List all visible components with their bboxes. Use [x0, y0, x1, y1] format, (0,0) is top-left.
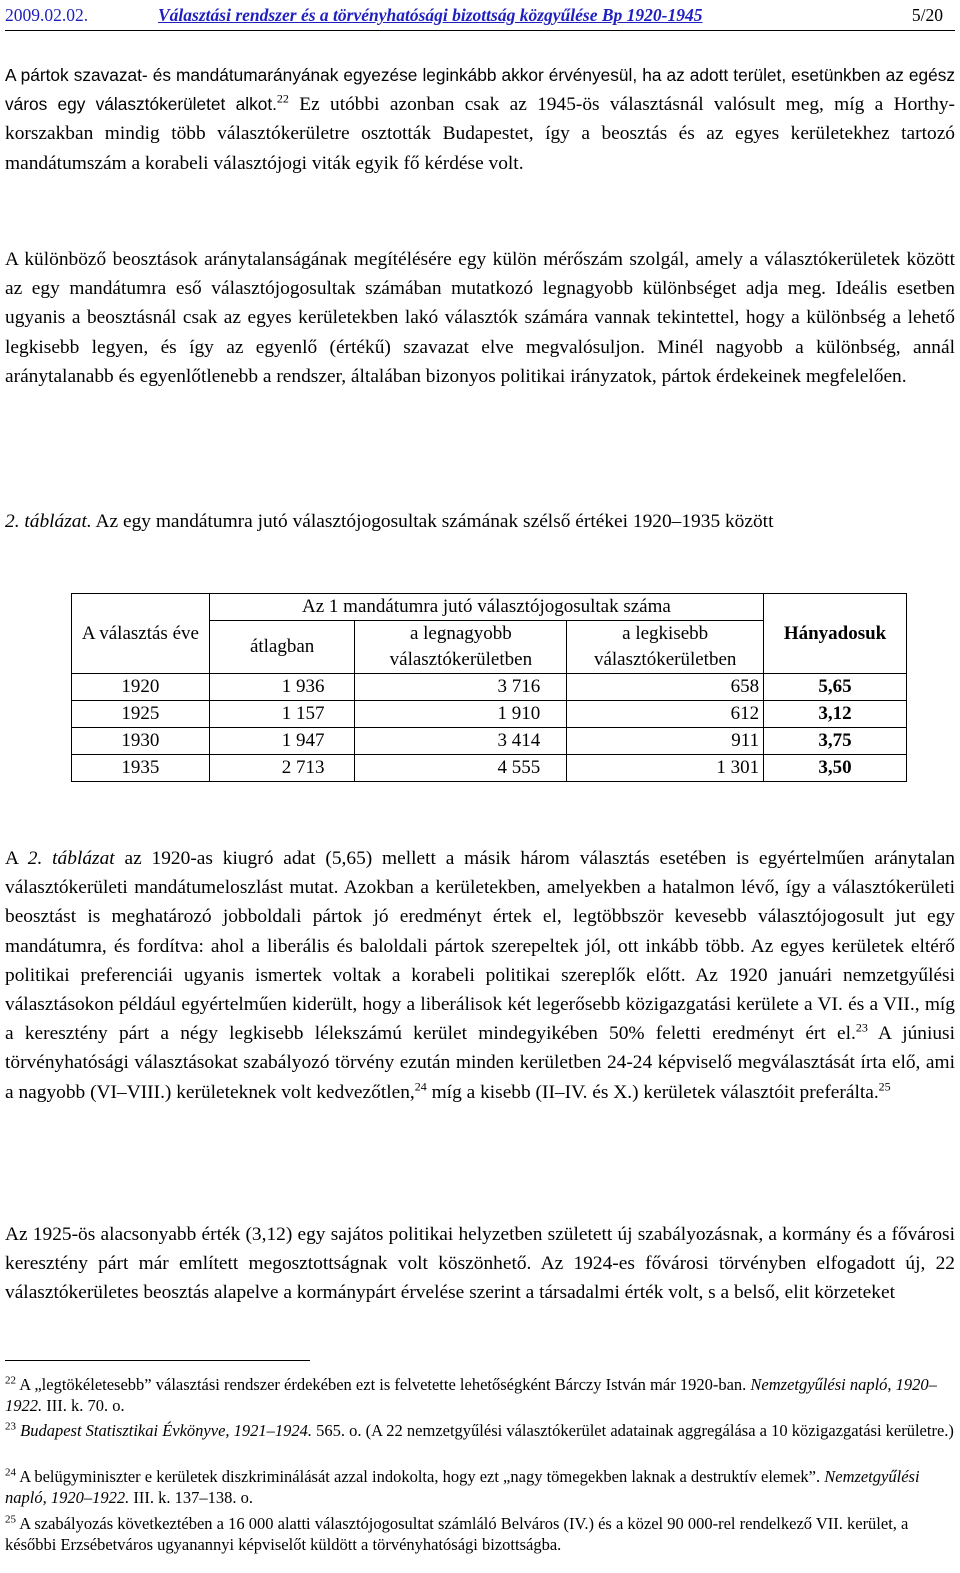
- footnote-24-tail: III. k. 137–138. o.: [129, 1487, 253, 1507]
- header-group: Az 1 mandátumra jutó választójogosultak száma: [209, 594, 763, 621]
- cell-ratio: 3,50: [764, 755, 907, 782]
- paragraph-4: Az 1925-ös alacsonyabb érték (3,12) egy sajátos politikai helyzetben született új szabályozásnak, a kormány és a fővárosi keresztény párt már említett megosztottságnak volt köszönhető. Az 1924-es fővárosi törvényben elfogadott új, 22 választókerületes beosztás alapelve a kormánypárt érvelése szerint a társadalmi érték volt, s a belső, elit körzeteket: [5, 1224, 955, 1304]
- data-table: [71, 593, 907, 782]
- cell-ratio: 3,12: [764, 701, 907, 728]
- cell-min: 612: [567, 701, 764, 728]
- table-row: [72, 728, 907, 755]
- footnote-23-tail: 565. o. (A 22 nemzetgyűlési választókerület adatainak aggregálása a 10 közigazgatási kerületre.): [312, 1421, 954, 1440]
- cell-min: 658: [567, 674, 764, 701]
- cell-avg: 2 713: [209, 755, 355, 782]
- footnote-22: [5, 1375, 955, 1416]
- footnote-ref-24[interactable]: 24: [414, 1079, 427, 1094]
- cell-year: 1920: [72, 674, 210, 701]
- footnote-24-source: Nemzetgyűlési napló, 1920–1922.: [5, 1467, 920, 1507]
- header-avg: átlagban: [209, 621, 355, 674]
- footnote-22-number: 22: [5, 1374, 16, 1387]
- cell-max: 1 910: [355, 701, 567, 728]
- table-caption: [5, 507, 955, 536]
- footnote-ref-23[interactable]: 23: [855, 1020, 868, 1035]
- paragraph-1-part2: Ez utóbbi azonban csak az 1945-ös választásnál valósult meg, míg a Horthy-korszakban mindig több választókerületre osztották Budapestet, így a beosztás és az egyes kerületekhez tartozó mandátumszám a korabeli választójogi viták egyik fő kérdése volt.: [5, 94, 955, 174]
- footnote-ref-22[interactable]: 22: [276, 91, 289, 106]
- cell-year: 1930: [72, 728, 210, 755]
- footnote-22-source: Nemzetgyűlési napló, 1920–1922.: [5, 1375, 937, 1415]
- header-max: a legnagyobb választókerületben: [355, 621, 567, 674]
- cell-min: 911: [567, 728, 764, 755]
- paragraph-3: [5, 844, 955, 1107]
- page-header: [5, 0, 955, 31]
- cell-avg: 1 947: [209, 728, 355, 755]
- cell-avg: 1 936: [209, 674, 355, 701]
- footnote-23-number: 23: [5, 1420, 16, 1433]
- document-page: [5, 0, 955, 1573]
- cell-ratio: 3,75: [764, 728, 907, 755]
- header-min: a legkisebb választókerületben: [567, 621, 764, 674]
- table-reference: 2. táblázat: [27, 848, 115, 869]
- footnote-23-source: Budapest Statisztikai Évkönyve, 1921–1924.: [16, 1421, 313, 1440]
- paragraph-1: [5, 61, 955, 178]
- table-row: [72, 674, 907, 701]
- table-header-row-1: [72, 594, 907, 621]
- paragraph-3-b: az 1920-as kiugró adat (5,65) mellett a másik három választás esetében is egyértelműen aránytalan választókerületi mandátumeloszlást mutat. Azokban a kerületekben, amelyekben a hatalmon lévő, így a választókerületi beosztást is meghatározó jobboldali pártok jó eredményt értek el, legtöbbször kevesebb választójogosult jut egy mandátumra, és fordítva: ahol a liberális és baloldali pártok szerepeltek jól, ott inkább több. Az egyes kerületek eltérő politikai preferenciái ugyanis ismertek voltak a korabeli politikai szereplők előtt. Az 1920 januári nemzetgyűlési választásokon például egyértelműen kiderült, hogy a liberálisok két legerősebb közigazgatási kerülete a VI. és a VII., míg a keresztény párt a négy legkisebb lélekszámú kerület mindegyikében 50% feletti eredményt ért el.: [5, 848, 956, 1045]
- page-number: 5/20: [911, 5, 943, 25]
- footnote-22-tail: III. k. 70. o.: [42, 1395, 125, 1415]
- footnote-23: [5, 1421, 955, 1442]
- paragraph-3-d: míg a kisebb (II–IV. és X.) kerületek választóit preferálta.: [426, 1081, 879, 1103]
- footnote-25: [5, 1514, 955, 1555]
- header-year: A választás éve: [72, 594, 210, 674]
- cell-max: 4 555: [355, 755, 567, 782]
- paragraph-3-a: A: [5, 848, 28, 869]
- footnote-ref-25[interactable]: 25: [878, 1079, 891, 1094]
- footnote-25-text: A szabályozás következtében a 16 000 alatti választójogosultat számláló Belváros (IV.) és a közel 90 000-rel rendelkező VII. kerület, a későbbi Erzsébetváros ugyanannyi képviselőt küldött a törvényhatósági bizottságba.: [5, 1514, 909, 1554]
- header-title[interactable]: Választási rendszer és a törvényhatósági bizottság közgyűlése Bp 1920-1945: [158, 5, 703, 25]
- cell-max: 3 414: [355, 728, 567, 755]
- cell-avg: 1 157: [209, 701, 355, 728]
- cell-year: 1925: [72, 701, 210, 728]
- cell-year: 1935: [72, 755, 210, 782]
- paragraph-1-part1: A pártok szavazat- és mandátumarányának egyezése leginkább akkor érvényesül, ha az adott terület, esetünkben az egész város egy választókerületet alkot.: [5, 65, 955, 115]
- paragraph-2: A különböző beosztások aránytalanságának megítélésére egy külön mérőszám szolgál, amely a választókerületek között az egy mandátumra eső választójogosultak számában mutatkozó legnagyobb különbséget adja meg. Ideális esetben ugyanis a beosztásnál csak az egyes kerületekben lakó választók számára vannak tekintettel, hogy a különbség a lehető legkisebb legyen, és így az egyenlő (értékű) szavazat elve megvalósuljon. Minél nagyobb a különbség, annál aránytalanabb és egyenlőtlenebb a rendszer, általában bizonyos politikai irányzatok, pártok érdekeinek megfelelően.: [5, 249, 955, 387]
- table-row: [72, 701, 907, 728]
- footnote-24: [5, 1467, 955, 1508]
- footnote-22-text: A „legtökéletesebb” választási rendszer érdekében ezt is felvetette lehetőségként Bárczy István már 1920-ban.: [16, 1375, 751, 1394]
- footnote-24-text: A belügyminiszter e kerületek diszkriminálását azzal indokolta, hogy ezt „nagy tömegekben laknak a destruktív elemek”.: [16, 1467, 825, 1486]
- footnote-24-number: 24: [5, 1466, 16, 1479]
- table-caption-text: Az egy mandátumra jutó választójogosultak számának szélső értékei 1920–1935 között: [91, 511, 774, 532]
- footnote-25-number: 25: [5, 1513, 16, 1526]
- cell-max: 3 716: [355, 674, 567, 701]
- table-caption-label: 2. táblázat.: [5, 511, 92, 532]
- table-row: [72, 755, 907, 782]
- cell-ratio: 5,65: [764, 674, 907, 701]
- footnote-divider: [5, 1360, 310, 1361]
- cell-min: 1 301: [567, 755, 764, 782]
- header-date: 2009.02.02.: [5, 5, 89, 25]
- paragraph-3-c: A júniusi törvényhatósági választásokat szabályozó törvény ezután minden kerületben 24-24 képviselő megválasztását írta elő, ami a nagyobb (VI–VIII.) kerületeknek volt kedvezőtlen,: [5, 1023, 955, 1103]
- header-ratio: Hányadosuk: [764, 594, 907, 674]
